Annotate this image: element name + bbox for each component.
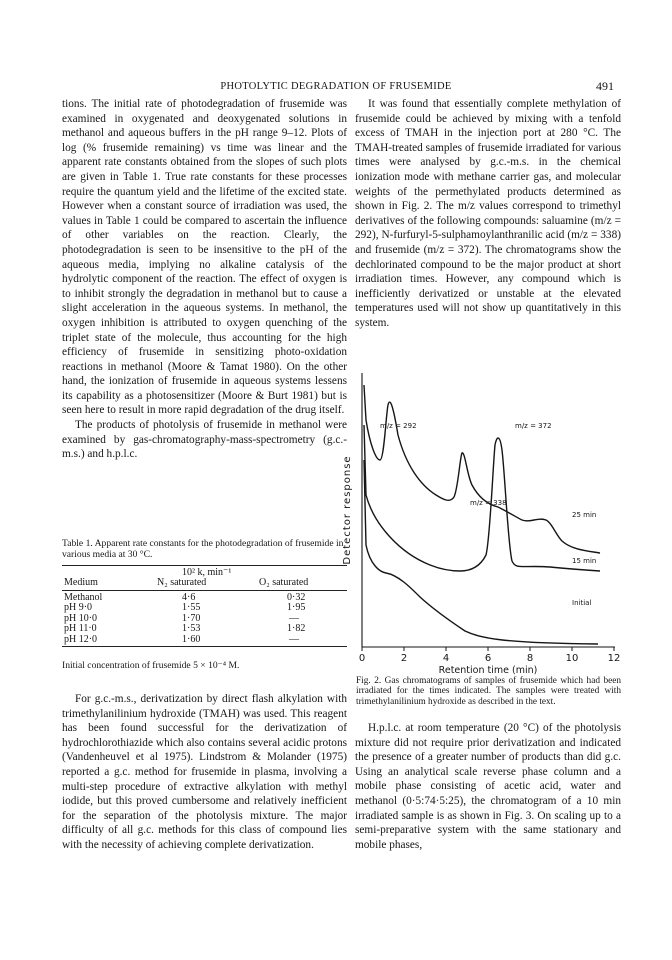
y-axis-label: Detector response [342,455,353,565]
table-caption: Table 1. Apparent rate constants for the photodegradation of frusemide in various media at 30 °C. [62,538,344,560]
left-column-bottom [62,692,347,853]
x-tick-label: 8 [526,653,534,664]
table-cell: 1·82 [287,623,306,634]
table-cell: pH 9·0 [64,602,93,613]
table-cell: 4·6 [182,591,196,603]
right-column-bottom [355,721,621,852]
table-header-o2: O₂ saturated [259,577,309,588]
table-unit-header: 10² k, min⁻¹ [182,567,232,578]
curve-label-25-min: 25 min [572,511,597,519]
chromatogram-curve-25-min [364,385,600,553]
x-tick-label: 2 [400,653,408,664]
table-header-n2: N₂ saturated [157,577,207,588]
table-cell: pH 11·0 [64,623,97,634]
table-cell: 1·60 [182,633,201,645]
x-tick-label: 0 [358,653,366,664]
x-tick-label: 6 [484,653,492,664]
paragraph: It was found that essentially complete methylation of frusemide could be achieved by mixing with a tenfold excess of TMAH in the injection port at 280 °C. The TMAH-treated samples of frusemide irradiated for various times were analysed by g.c.-m.s. in the chemical ionization mode with methane carrier gas, and molecular weights of the permethylated products determined as shown in Fig. 2. The m/z values correspond to trimethyl derivatives of the following compounds: saluamine (m/z = 292), N-furfuryl-5-sulphamoylanthranilic acid (m/z = 338) and frusemide (m/z = 372). The chromatograms show the dechlorinated compound to be the major product at short irradiation times. However, any compound which is inefficiently derivatized or unstable at the elevated temperatures used will not show up quantitatively in this system. [355,98,621,329]
x-tick-label: 4 [442,653,450,664]
table-cell: pH 10·0 [64,612,98,624]
chromatogram-curve-initial [364,460,598,644]
paragraph: For g.c.-m.s., derivatization by direct flash alkylation with trimethylanilinium hydroxide (TMAH) was used. This reagent has been found successful for the derivatization of hydrochlorothiazide which also contains several acidic protons (Vandenheuvel et al 1975). Lindstrom & Molander (1975) reported a g.c. method for frusemide in plasma, involving a multi-step procedure of extractive alkylation with methyl iodide, but this proved cumbersome and relatively inefficient for the separation of the photolysis mixture. The major difficulty of all g.c. methods for this class of compound lies with the necessity of achieving complete derivatization. [62,693,347,851]
curve-label-initial: Initial [572,599,592,607]
peak-label-338: m/z = 338 [470,499,507,507]
left-column-top [62,97,347,462]
table-cell: — [289,633,299,645]
table-cell: 1·70 [182,612,201,624]
x-axis-label: Retention time (min) [438,665,538,675]
x-tick-label: 10 [565,653,579,664]
gas-chromatogram-figure [340,365,630,675]
table-footnote: Initial concentration of frusemide 5 × 10⁻⁴ M. [62,660,240,671]
table-header-rule [62,590,347,591]
table-cell: 1·53 [182,623,201,634]
figure-caption: Fig. 2. Gas chromatograms of samples of frusemide which had been irradiated for the times indicated. The samples were treated with trimethylanilinium hydroxide as described in the text. [356,676,621,707]
page-number: 491 [596,79,614,93]
rate-constant-table [62,565,347,647]
table-cell: 1·95 [287,602,306,613]
table-bottom-rule [62,646,347,647]
paragraph: tions. The initial rate of photodegradation of frusemide was examined in oxygenated and deoxygenated solutions in methanol and aqueous buffers in the pH range 9–12. Plots of log (% frusemide remaining) vs time was linear and the apparent rate constants obtained from the slopes of such plots are given in Table 1. True rate constants for these processes require the quantum yield and the lifetime of the excited state. However when a constant source of irradiation was used, the values in Table 1 could be compared to ascertain the influence of other variables on the reaction. Clearly, the photodegradation is seen to be insensitive to the pH of the aqueous media, implying no alkaline catalysis of the hydrolytic component of the reaction. The effect of oxygen is to inhibit strongly the degradation in methanol but to cause a slight acceleration in the aqueous systems. In methanol, the oxygen inhibition is attributed to oxygen quenching of the triplet state of the molecule, thus accounting for the high efficiency of frusemide in sensitizing photo-oxidation reactions in methanol (Moore & Tamat 1980). On the other hand, the ionization of frusemide in aqueous systems lessens its capability as a photosensitizer (Moore & Burt 1981) but is seen here to result in more rapid degradation of the drug itself. [62,98,347,417]
paragraph: The products of photolysis of frusemide in methanol were examined by gas-chromatography-mass-spectrometry (g.c.-m.s.) and h.p.l.c. [62,419,347,461]
peak-label-372: m/z = 372 [515,422,552,430]
curve-label-15-min: 15 min [572,557,597,565]
table-cell: pH 12·0 [64,633,98,645]
table-header-medium: Medium [64,577,98,588]
peak-label-292: m/z = 292 [380,422,417,430]
table-cell: 0·32 [287,591,306,603]
paragraph: H.p.l.c. at room temperature (20 °C) of the photolysis mixture did not require prior derivatization and indicated the presence of a greater number of products than did g.c. Using an analytical scale reverse phase column and a mobile phase consisting of acetic acid, water and methanol (0·5:74·5:25), the chromatogram of a 10 min irradiated sample is as shown in Fig. 3. On scaling up to a semi-preparative system with the same stationary and mobile phases, [355,722,621,851]
table-cell: Methanol [64,591,103,603]
running-header: PHOTOLYTIC DEGRADATION OF FRUSEMIDE [220,81,452,92]
right-column-top [355,97,621,331]
x-tick-label: 12 [607,653,621,664]
table-cell: 1·55 [182,602,201,613]
table-cell: — [289,612,299,624]
